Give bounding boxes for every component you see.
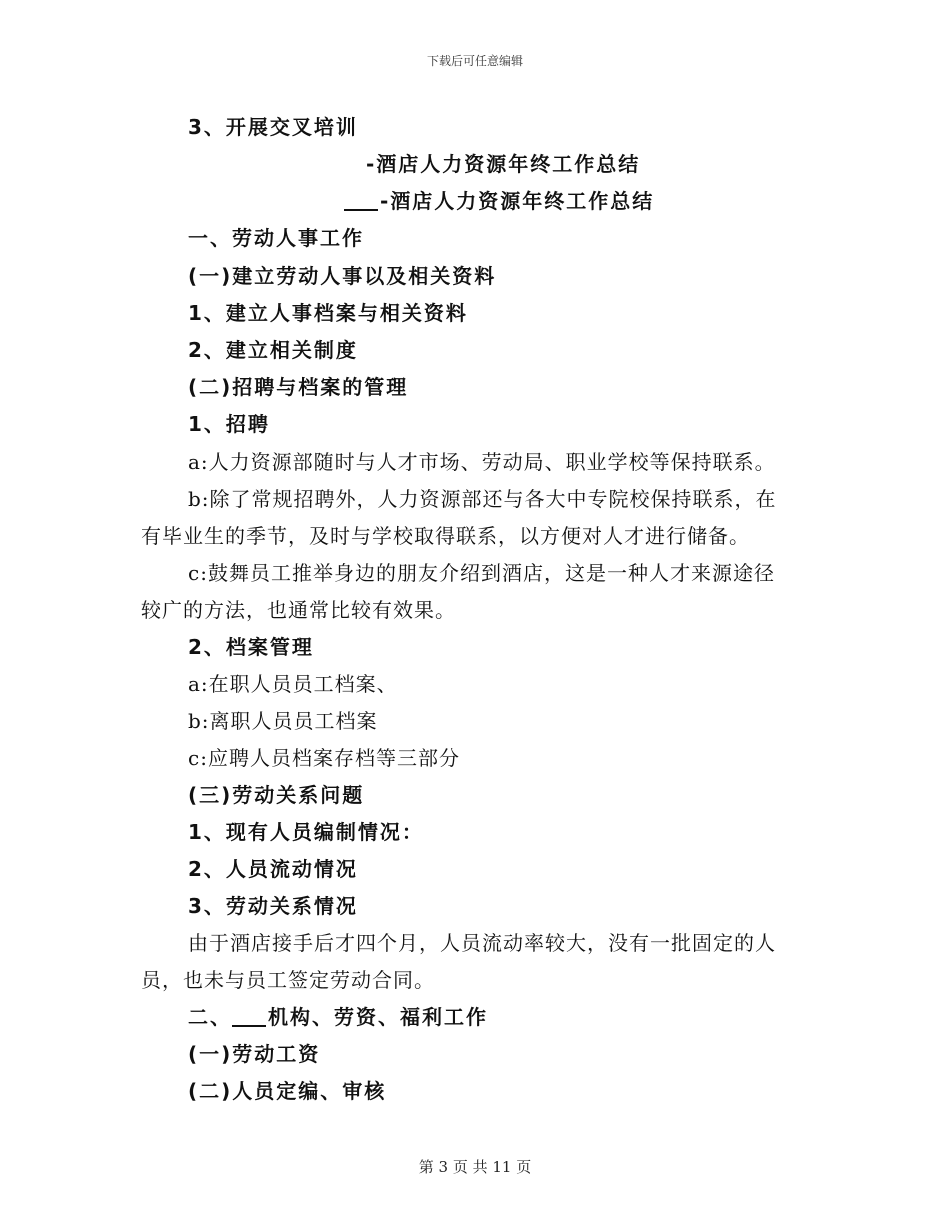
- item-heading: 1、建立人事档案与相关资料: [188, 301, 468, 325]
- item-heading: 2、档案管理: [188, 635, 314, 659]
- item-heading: 1、招聘: [188, 412, 270, 436]
- body-text: b:除了常规招聘外，人力资源部还与各大中专院校保持联系，在: [188, 487, 777, 511]
- page-header: 下载后可任意编辑: [426, 54, 523, 68]
- body-text: a:人力资源部随时与人才市场、劳动局、职业学校等保持联系。: [188, 450, 776, 474]
- subtitle-text: -酒店人力资源年终工作总结: [380, 189, 655, 213]
- body-text: c:应聘人员档案存档等三部分: [188, 746, 460, 770]
- subtitle-with-blank: [344, 188, 654, 214]
- section-heading: 一、劳动人事工作: [188, 226, 364, 250]
- body-text: a:在职人员员工档案、: [188, 672, 398, 696]
- subsection-heading: (二)招聘与档案的管理: [188, 375, 409, 399]
- subsection-heading: (一)劳动工资: [188, 1042, 321, 1066]
- section-number: 二、: [188, 1005, 232, 1029]
- subsection-heading: (二)人员定编、审核: [188, 1079, 387, 1103]
- item-heading: 2、人员流动情况: [188, 857, 358, 881]
- subtitle: -酒店人力资源年终工作总结: [366, 152, 641, 176]
- blank-underline: [232, 1025, 266, 1027]
- section-heading-with-blank: [188, 1004, 488, 1030]
- subsection-heading: (三)劳动关系问题: [188, 783, 365, 807]
- section-heading: 3、开展交叉培训: [188, 115, 358, 139]
- subsection-heading: (一)建立劳动人事以及相关资料: [188, 264, 497, 288]
- body-text: 员，也未与员工签定劳动合同。: [141, 968, 435, 992]
- item-heading: 3、劳动关系情况: [188, 894, 358, 918]
- body-text: 由于酒店接手后才四个月，人员流动率较大，没有一批固定的人: [188, 931, 776, 955]
- item-heading: 1、现有人员编制情况：: [188, 820, 424, 844]
- section-title: 机构、劳资、福利工作: [268, 1005, 488, 1029]
- blank-underline: [344, 209, 378, 211]
- body-text: b:离职人员员工档案: [188, 709, 378, 733]
- page-footer: 第 3 页 共 11 页: [418, 1158, 532, 1176]
- item-heading: 2、建立相关制度: [188, 338, 358, 362]
- body-text: 有毕业生的季节，及时与学校取得联系，以方便对人才进行储备。: [141, 524, 750, 548]
- body-text: 较广的方法，也通常比较有效果。: [141, 598, 456, 622]
- body-text: c:鼓舞员工推举身边的朋友介绍到酒店，这是一种人才来源途径: [188, 561, 775, 585]
